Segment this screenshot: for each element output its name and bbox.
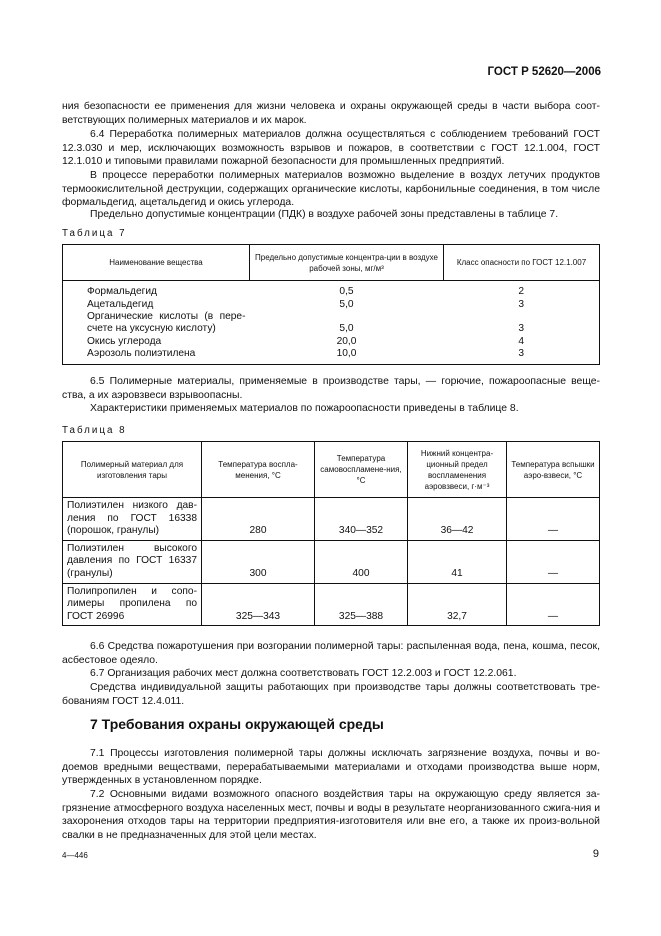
paragraph-6-7: 6.7 Организация рабочих мест должна соответствовать ГОСТ 12.2.003 и ГОСТ 12.2.061. <box>90 668 517 679</box>
paragraph: Средства индивидуальной защиты работающих при производстве тары должны соответствовать тре-бованиям ГОСТ 12.4.011. <box>62 682 600 707</box>
table8-material-cell: Полиэтилен высокого давления по ГОСТ 16337 (гранулы) <box>63 540 202 583</box>
table7-cell: 3 <box>518 298 525 310</box>
paragraph: Предельно допустимые концентрации (ПДК) в воздухе рабочей зоны представлены в таблице 7. <box>90 209 559 220</box>
paragraph-6-6: 6.6 Средства пожаротушения при возгорании полимерной тары: распыленная вода, пена, кошма, песок, асбестовое одеяло. <box>62 641 600 666</box>
table8-row <box>63 583 600 626</box>
table8-header: Температура воспла-менения, °С <box>202 442 315 498</box>
section-7-title: 7 Требования охраны окружающей среды <box>90 716 384 732</box>
page-number: 9 <box>592 848 599 860</box>
document-code: ГОСТ Р 52620—2006 <box>487 66 601 78</box>
table7-cell: 0,5 <box>339 286 354 298</box>
table-7 <box>62 244 600 365</box>
table8-row <box>63 540 600 583</box>
table8-row <box>63 498 600 541</box>
table7-header: Класс опасности по ГОСТ 12.1.007 <box>444 245 600 281</box>
paragraph-6-4: 6.4 Переработка полимерных материалов должна осуществляться с соблюдением требований ГОСТ 12.3.030 и мер, исключающих возможность взрывов и пожаров, в соответствии с ГОСТ 12.1.004, ГОСТ 12.1.010 и типовыми правилами пожарной безопасности для промышленных предприятий. <box>62 129 600 168</box>
table7-cell: Окись углерода <box>87 335 162 347</box>
table8-material-cell: Полиэтилен низкого дав- ления по ГОСТ 16338 (порошок, гранулы) <box>63 498 202 541</box>
table8-header: Температура самовоспламене-ния, °С <box>315 442 408 498</box>
table7-cell: 10,0 <box>336 348 357 360</box>
table7-cell: 5,0 <box>339 298 354 310</box>
table7-cell: 20,0 <box>336 335 357 347</box>
table7-cell: Ацетальдегид <box>87 298 154 310</box>
paragraph: ния безопасности ее применения для жизни человека и охраны окружающей среды в части выбора соот-ветствующих полимерных материалов и их марок. <box>62 101 600 126</box>
table8-cell: 36—42 <box>408 498 507 541</box>
table7-cell <box>250 311 444 323</box>
paragraph-7-1: 7.1 Процессы изготовления полимерной тары должны исключать загрязнение воздуха, почвы и во-доемов вредными веществами, перерабатываемыми материалами и отходами производства выше норм, утвержденных в установленном порядке. <box>62 748 600 787</box>
table8-cell: — <box>507 540 600 583</box>
table8-cell: 41 <box>408 540 507 583</box>
table7-header: Предельно допустимые концентра-ции в воздухе рабочей зоны, мг/м³ <box>250 245 444 281</box>
table7-cell: Формальдегид <box>87 286 157 298</box>
table8-cell: 32,7 <box>408 583 507 626</box>
table8-header: Нижний концентра-ционный предел воспламенения аэровзвеси, г·м⁻³ <box>408 442 507 498</box>
table7-cell: 4 <box>518 335 525 347</box>
table-8 <box>62 441 600 626</box>
table8-header: Температура вспышки аэро-взвеси, °С <box>507 442 600 498</box>
table8-cell: 280 <box>202 498 315 541</box>
table7-cell: счете на уксусную кислоту) <box>87 323 216 335</box>
table7-cell: Аэрозоль полиэтилена <box>87 348 196 360</box>
print-code: 4—446 <box>62 851 88 860</box>
table8-cell: — <box>507 498 600 541</box>
paragraph-6-5: 6.5 Полимерные материалы, применяемые в производстве тары, — горючие, пожароопасные веще-ства, а их аэровзвеси взрывоопасны. <box>62 376 600 401</box>
table8-cell: 325—388 <box>315 583 408 626</box>
paragraph: В процессе переработки полимерных материалов возможно выделение в воздух летучих продуктов термоокислительной деструкции, содержащих органические кислоты, карбонильные соединения, в том числе формальдегид, ацетальдегид и окись углерода. <box>62 170 600 209</box>
paragraph-7-2: 7.2 Основными видами возможного опасного воздействия тары на окружающую среду является за-грязнение атмосферного воздуха населенных мест, почвы и воды в результате неорганизованного сжига-ния и захоронения отходов тары на территории предприятия-изготовителя или вне его, а также их произ-вольной свалки в не предназначенных для этой цели местах. <box>62 789 600 841</box>
table7-caption: Таблица 7 <box>62 228 127 239</box>
table8-cell: — <box>507 583 600 626</box>
table7-cell <box>444 311 600 323</box>
table7-cell: 3 <box>518 348 525 360</box>
table8-caption: Таблица 8 <box>62 425 127 436</box>
table7-cell: 3 <box>518 323 525 335</box>
table7-header: Наименование вещества <box>63 245 250 281</box>
table8-cell: 300 <box>202 540 315 583</box>
table8-header: Полимерный материал для изготовления тары <box>63 442 202 498</box>
table7-cell: 2 <box>518 286 525 298</box>
table8-material-cell: Полипропилен и сопо- лимеры пропилена по ГОСТ 26996 <box>63 583 202 626</box>
table8-cell: 400 <box>315 540 408 583</box>
table8-cell: 340—352 <box>315 498 408 541</box>
table7-cell: 5,0 <box>339 323 354 335</box>
table7-cell: Органические кислоты (в пере- <box>87 310 246 322</box>
paragraph: Характеристики применяемых материалов по пожароопасности приведены в таблице 8. <box>90 403 519 414</box>
table8-cell: 325—343 <box>202 583 315 626</box>
